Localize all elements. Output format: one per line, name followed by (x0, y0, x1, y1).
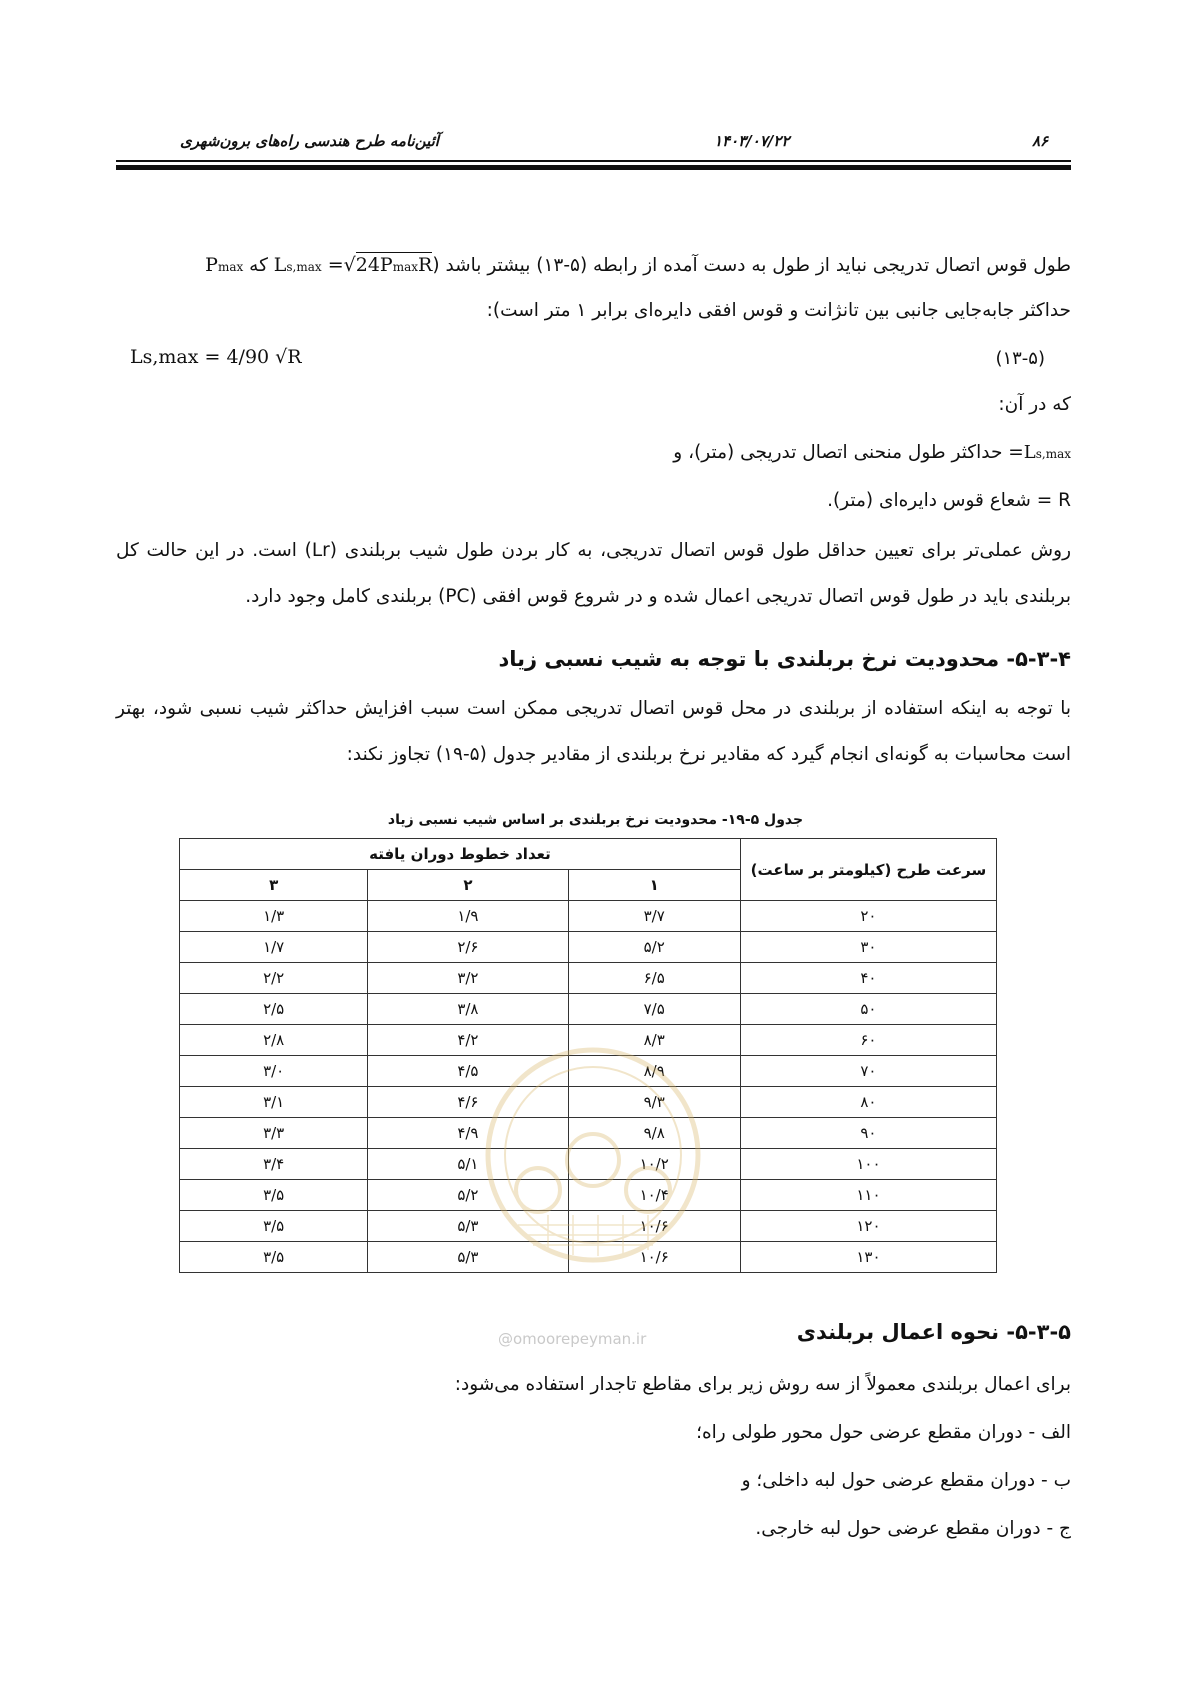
lane-3-cell: ۳/۵ (180, 1211, 368, 1242)
lane-3-cell: ۳/۵ (180, 1242, 368, 1273)
lane-1-cell: ۳/۷ (568, 901, 740, 932)
lane-1-cell: ۱۰/۲ (568, 1149, 740, 1180)
lane-1-cell: ۱۰/۶ (568, 1242, 740, 1273)
lane-1-cell: ۸/۳ (568, 1025, 740, 1056)
table-row (180, 994, 997, 1025)
section-heading-5-3-4: ۵-۳-۴- محدودیت نرخ بربلندی با توجه به شیب نسبی زیاد (498, 647, 1071, 671)
lane-1-cell: ۵/۲ (568, 932, 740, 963)
lane-2-cell: ۵/۲ (368, 1180, 568, 1211)
lane-3-cell: ۳/۵ (180, 1180, 368, 1211)
speed-cell: ۵۰ (740, 994, 996, 1025)
publisher-seal-watermark (478, 1040, 708, 1270)
lane-1-cell: ۸/۹ (568, 1056, 740, 1087)
method-item-b: ب - دوران مقطع عرضی حول لبه داخلی؛ و (741, 1470, 1071, 1491)
lane-2-cell: ۲/۶ (368, 932, 568, 963)
intro-line-1: طول قوس اتصال تدریجی نباید از طول به دست آمده از رابطه (۵-۱۳) بیشتر باشد (Ls,max =√24PmaxR که Pmax (205, 254, 1071, 276)
lane-col-2-header: ۲ (368, 870, 568, 901)
lane-col-3-header: ۳ (180, 870, 368, 901)
speed-cell: ۴۰ (740, 963, 996, 994)
speed-cell: ۹۰ (740, 1118, 996, 1149)
equation-number: (۱۳-۵) (995, 348, 1045, 369)
paragraph-practical-method: روش عملی‌تر برای تعیین حداقل طول قوس اتصال تدریجی، به کار بردن طول شیب بربلندی (Lr) است. در این حالت کل بربلندی باید در طول قوس اتصال تدریجی اعمال شده و در شروع قوس افقی (PC) بربلندی کامل وجود دارد. (116, 540, 1071, 607)
speed-cell: ۶۰ (740, 1025, 996, 1056)
lane-3-cell: ۱/۳ (180, 901, 368, 932)
lane-1-cell: ۱۰/۴ (568, 1180, 740, 1211)
running-title: آئین‌نامه طرح هندسی راه‌های برون‌شهری (180, 132, 439, 150)
page-number: ۸۶ (1032, 132, 1049, 150)
lane-2-cell: ۱/۹ (368, 901, 568, 932)
watermark-text: @omoorepeyman.ir (498, 1330, 647, 1348)
lane-2-cell: ۳/۲ (368, 963, 568, 994)
intro-line-2: حداکثر جابه‌جایی جانبی بین تانژانت و قوس افقی دایره‌ای برابر ۱ متر است): (486, 300, 1071, 321)
where-label: که در آن: (998, 394, 1071, 415)
lane-2-cell: ۵/۱ (368, 1149, 568, 1180)
lane-3-cell: ۲/۲ (180, 963, 368, 994)
definition-r: R = شعاع قوس دایره‌ای (متر). (827, 490, 1071, 511)
p-max-symbol: Pmax (205, 254, 244, 276)
speed-cell: ۲۰ (740, 901, 996, 932)
table-row (180, 932, 997, 963)
speed-cell: ۱۳۰ (740, 1242, 996, 1273)
lane-1-cell: ۹/۸ (568, 1118, 740, 1149)
lane-2-cell: ۳/۸ (368, 994, 568, 1025)
header-date: ۱۴۰۳/۰۷/۲۲ (714, 132, 790, 150)
sqrt-icon: √ (343, 254, 356, 276)
ls-max-formula: Ls,max =√24PmaxR (273, 254, 433, 276)
lane-2-cell: ۴/۲ (368, 1025, 568, 1056)
section-5-3-5-intro: برای اعمال بربلندی معمولاً از سه روش زیر برای مقاطع تاجدار استفاده می‌شود: (454, 1374, 1071, 1395)
lane-2-cell: ۵/۳ (368, 1211, 568, 1242)
section-heading-5-3-5: ۵-۳-۵- نحوه اعمال بربلندی (796, 1320, 1071, 1344)
lanes-column-header: تعداد خطوط دوران یافته (180, 839, 741, 870)
equation-13-5: Ls,max = 4/90 √R (130, 346, 302, 368)
lane-3-cell: ۲/۵ (180, 994, 368, 1025)
table-row (180, 963, 997, 994)
speed-cell: ۷۰ (740, 1056, 996, 1087)
lane-1-cell: ۱۰/۶ (568, 1211, 740, 1242)
lane-2-cell: ۴/۵ (368, 1056, 568, 1087)
table-row (180, 901, 997, 932)
lane-2-cell: ۵/۳ (368, 1242, 568, 1273)
lane-3-cell: ۲/۸ (180, 1025, 368, 1056)
lane-2-cell: ۴/۹ (368, 1118, 568, 1149)
speed-cell: ۱۱۰ (740, 1180, 996, 1211)
lane-3-cell: ۱/۷ (180, 932, 368, 963)
lane-2-cell: ۴/۶ (368, 1087, 568, 1118)
lane-1-cell: ۷/۵ (568, 994, 740, 1025)
speed-cell: ۱۲۰ (740, 1211, 996, 1242)
lane-1-cell: ۶/۵ (568, 963, 740, 994)
table-caption: جدول ۵-۱۹- محدودیت نرخ بربلندی بر اساس شیب نسبی زیاد (387, 812, 804, 828)
lane-col-1-header: ۱ (568, 870, 740, 901)
method-item-a: الف - دوران مقطع عرضی حول محور طولی راه؛ (696, 1422, 1071, 1443)
speed-cell: ۳۰ (740, 932, 996, 963)
header-rule-thin (116, 160, 1071, 162)
intro-line-1-text: طول قوس اتصال تدریجی نباید از طول به دست آمده از رابطه (۵-۱۳) بیشتر باشد ( (432, 255, 1071, 276)
lane-3-cell: ۳/۱ (180, 1087, 368, 1118)
lane-3-cell: ۳/۴ (180, 1149, 368, 1180)
lane-3-cell: ۳/۳ (180, 1118, 368, 1149)
lane-3-cell: ۳/۰ (180, 1056, 368, 1087)
lane-1-cell: ۹/۳ (568, 1087, 740, 1118)
method-item-c: ج - دوران مقطع عرضی حول لبه خارجی. (755, 1518, 1071, 1539)
speed-cell: ۸۰ (740, 1087, 996, 1118)
speed-column-header: سرعت طرح (کیلومتر بر ساعت) (740, 839, 996, 901)
paragraph-section-5-3-4: با توجه به اینکه استفاده از بربلندی در محل قوس اتصال تدریجی ممکن است سبب افزایش حداکثر شیب نسبی شود، بهتر است محاسبات به گونه‌ای انجام گیرد که مقادیر نرخ بربلندی از مقادیر جدول (۵-۱۹) تجاوز نکند: (116, 698, 1071, 765)
header-rule-thick (116, 165, 1071, 170)
definition-ls-max: Ls,max= حداکثر طول منحنی اتصال تدریجی (متر)، و (673, 442, 1071, 463)
speed-cell: ۱۰۰ (740, 1149, 996, 1180)
